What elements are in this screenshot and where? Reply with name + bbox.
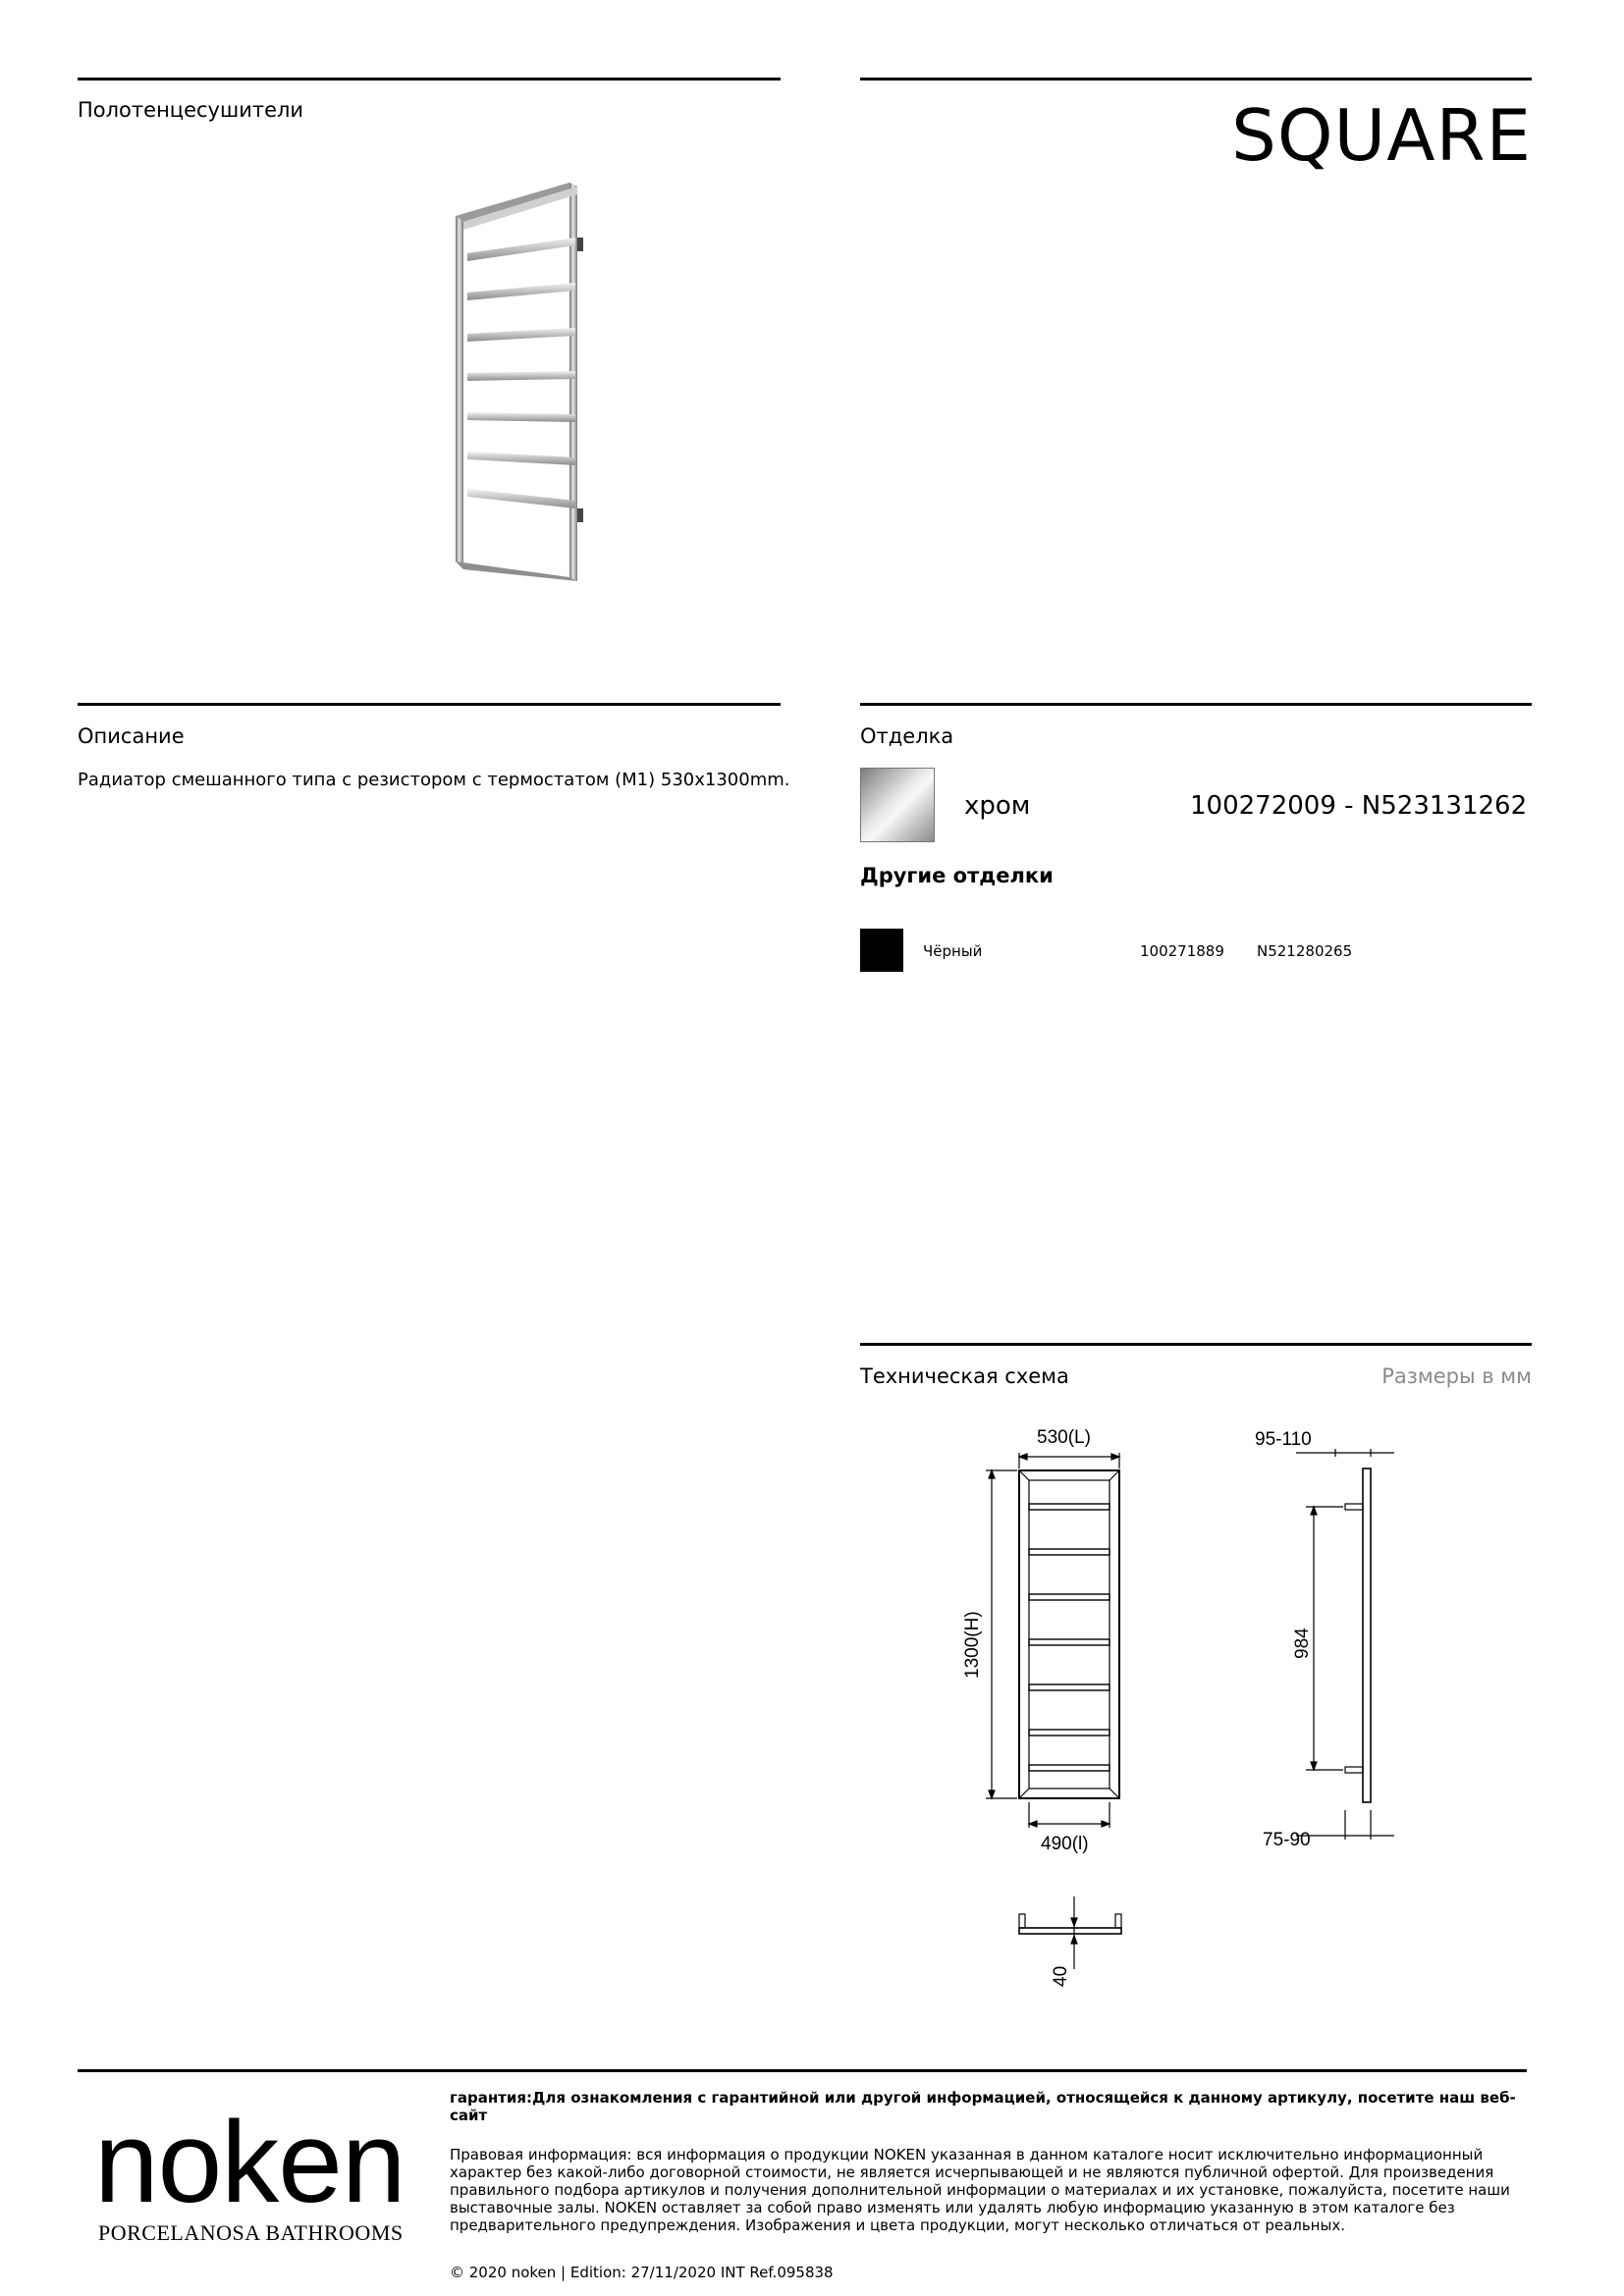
dim-width-label: 530(L) [1037, 1427, 1091, 1448]
technical-rule [860, 1343, 1532, 1346]
other-finish-code1: 100271889 [1140, 942, 1224, 960]
finish-name: хром [964, 791, 1031, 821]
footer-rule [78, 2069, 1527, 2072]
description-title: Описание [78, 724, 185, 748]
finish-code: 100272009 - N523131262 [1190, 791, 1528, 821]
finish-swatch-chrome [860, 768, 935, 842]
other-finishes-title: Другие отделки [860, 864, 1054, 887]
technical-drawing [943, 1414, 1414, 2002]
dim-bottom-offset-label: 75-90 [1263, 1830, 1311, 1850]
description-text: Радиатор смешанного типа с резистором с термостатом (М1) 530x1300mm. [78, 770, 790, 790]
other-finish-code2: N521280265 [1257, 942, 1353, 960]
product-title: SQUARE [1231, 94, 1532, 177]
brand-subtitle: PORCELANOSA BATHROOMS [98, 2220, 404, 2245]
units-note: Размеры в мм [1381, 1364, 1532, 1388]
copyright-text: © 2020 noken | Edition: 27/11/2020 INT Ref.095838 [450, 2264, 834, 2281]
dim-depth-label: 40 [1051, 1965, 1071, 1987]
finish-swatch-black [860, 929, 903, 972]
dim-bracket-spacing-label: 984 [1292, 1628, 1313, 1659]
legal-text: Правовая информация: вся информация о продукции NOKEN указанная в данном каталоге носит исключительно информационный характер без какой-либо договорной стоимости, не является исчерпывающей и не являются публичной офертой. Для произведения правильного подбора артикулов и получения дополнительной информации о материалах и их установке, пожалуйста, посетите наши выставочные залы. NOKEN оставляет за собой право изменять или удалять любую информацию указанную в этом каталоге без предварительного предупреждения. Изображения и цвета продукции, могут несколько отличаться от реальных. [450, 2146, 1510, 2234]
finish-rule [860, 703, 1532, 706]
dim-inner-width-label: 490(l) [1041, 1834, 1089, 1854]
dim-top-offset-label: 95-110 [1255, 1429, 1312, 1450]
product-image [432, 177, 599, 599]
category-label: Полотенцесушители [78, 98, 304, 122]
brand-logo: noken [94, 2098, 406, 2227]
warranty-text: гарантия:Для ознакомления с гарантийной или другой информацией, относящейся к данному артикулу, посетите наш веб-сайт [450, 2089, 1516, 2124]
description-rule [78, 703, 781, 706]
finish-title: Отделка [860, 724, 954, 748]
technical-title: Техническая схема [860, 1364, 1069, 1388]
dim-height-label: 1300(H) [962, 1611, 983, 1679]
other-finish-name: Чёрный [923, 942, 983, 960]
header-rule-left [78, 78, 781, 80]
header-rule-right [860, 78, 1532, 80]
